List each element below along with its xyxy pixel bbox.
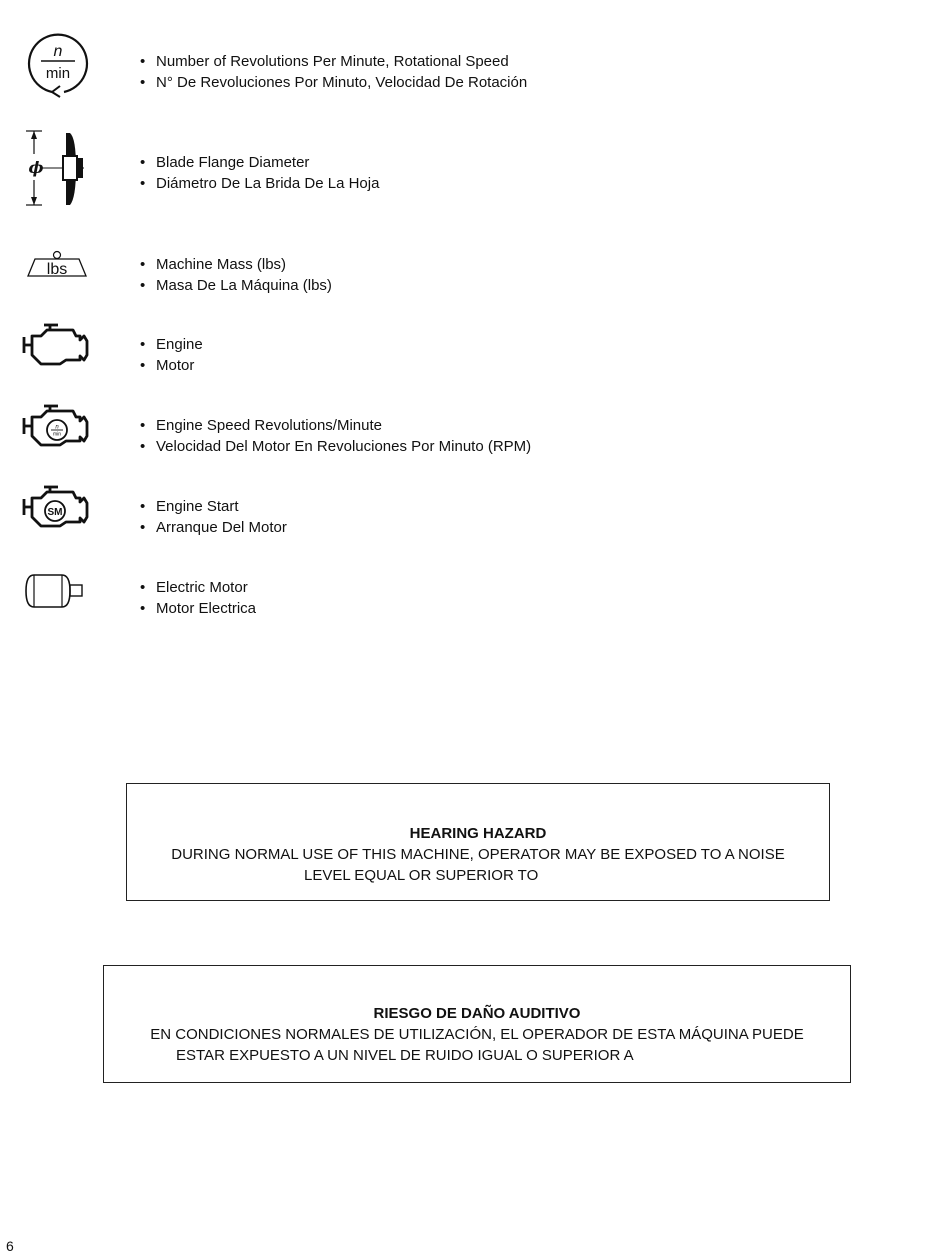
hazard-text-line: DURING NORMAL USE OF THIS MACHINE, OPERATOR MAY BE EXPOSED TO A NOISE (171, 846, 785, 863)
description-english: • Engine Start (140, 498, 239, 515)
rpm-dial-icon (22, 30, 92, 98)
symbol-description (140, 496, 287, 538)
description-spanish: • Masa De La Máquina (lbs) (140, 277, 332, 294)
rpm-dial-top-text: n (53, 43, 63, 60)
bullet-glyph: • (140, 336, 146, 353)
hazard-title: RIESGO DE DAÑO AUDITIVO (373, 1005, 581, 1022)
blade-flange-diameter-icon (22, 128, 92, 210)
description-english: • Machine Mass (lbs) (140, 256, 287, 273)
symbol-description (140, 577, 256, 619)
bullet-glyph: • (140, 175, 146, 192)
bullet-glyph: • (140, 417, 146, 434)
description-english: • Electric Motor (140, 579, 248, 596)
symbol-description (140, 334, 203, 376)
hazard-text-line: ESTAR EXPUESTO A UN NIVEL DE RUIDO IGUAL O SUPERIOR A (176, 1047, 634, 1064)
diameter-symbol-text: ϕ (28, 158, 44, 177)
engine-icon (22, 322, 92, 368)
description-spanish: • Diámetro De La Brida De La Hoja (140, 175, 380, 192)
engine-start-icon (22, 484, 92, 530)
symbol-description (140, 415, 531, 457)
engine-speed-bottom-text: min (52, 431, 62, 438)
electric-motor-icon (22, 572, 92, 610)
bullet-glyph: • (140, 74, 146, 91)
hazard-text-line: LEVEL EQUAL OR SUPERIOR TO (304, 867, 539, 884)
symbol-description (140, 254, 332, 296)
hazard-title: HEARING HAZARD (409, 825, 547, 842)
page-number: 6 (6, 1238, 14, 1254)
description-spanish: • Motor (140, 357, 195, 374)
description-spanish: • Velocidad Del Motor En Revoluciones Por Minuto (RPM) (140, 438, 532, 455)
description-spanish: • N° De Revoluciones Por Minuto, Velocidad De Rotación (140, 74, 528, 91)
description-english: • Engine Speed Revolutions/Minute (140, 417, 382, 434)
symbol-description (140, 152, 379, 194)
bullet-glyph: • (140, 357, 146, 374)
description-english: • Blade Flange Diameter (140, 154, 310, 171)
bullet-glyph: • (140, 438, 146, 455)
bullet-glyph: • (140, 519, 146, 536)
description-english: • Number of Revolutions Per Minute, Rotational Speed (140, 53, 509, 70)
description-spanish: • Motor Electrica (140, 600, 257, 617)
bullet-glyph: • (140, 53, 146, 70)
mass-unit-text: lbs (46, 261, 68, 278)
hearing-hazard-box-spanish (103, 965, 851, 1083)
engine-start-label-text: SM (47, 507, 63, 518)
bullet-glyph: • (140, 498, 146, 515)
engine-speed-top-text: n (55, 424, 59, 431)
symbol-description (140, 51, 527, 93)
rpm-dial-bottom-text: min (45, 65, 71, 82)
machine-mass-icon (22, 248, 92, 282)
hazard-text-line: EN CONDICIONES NORMALES DE UTILIZACIÓN, EL OPERADOR DE ESTA MÁQUINA PUEDE (150, 1026, 804, 1043)
bullet-glyph: • (140, 154, 146, 171)
bullet-glyph: • (140, 256, 146, 273)
bullet-glyph: • (140, 600, 146, 617)
description-english: • Engine (140, 336, 203, 353)
hearing-hazard-box-english (126, 783, 830, 901)
bullet-glyph: • (140, 579, 146, 596)
bullet-glyph: • (140, 277, 146, 294)
description-spanish: • Arranque Del Motor (140, 519, 287, 536)
engine-speed-icon (22, 403, 92, 449)
